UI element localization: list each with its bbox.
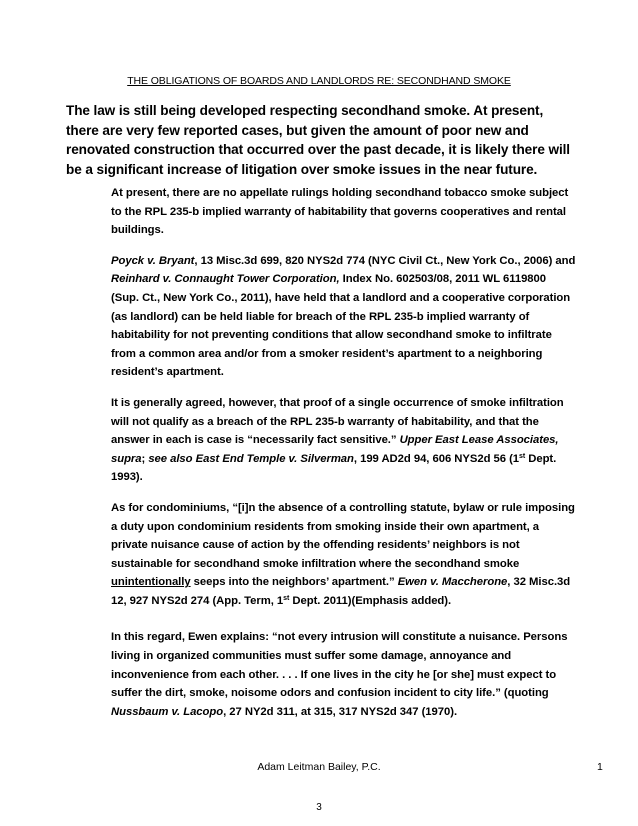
quote-text: As for condominiums, “[i]n the absence of a controlling statute, bylaw or rule imposing a duty upon condominium residents from smoking inside their own apartment, a private nuisance cause of action by the offending residents’ neighbors is not sustainable for secondhand smoke infiltration where the secondhand smoke — [111, 501, 575, 570]
page-number: 3 — [316, 802, 322, 813]
citation-text: , 13 Misc.3d 699, 820 NYS2d 774 (NYC Civil Ct., New York Co., 2006) and — [194, 254, 576, 267]
paragraph-ewen-explains — [111, 628, 576, 721]
quote-text: seeps into the neighbors’ apartment.” — [190, 576, 398, 589]
case-name-east-end-temple: see also East End Temple v. Silverman — [148, 452, 354, 465]
case-name-reinhard: Reinhard v. Connaught Tower Corporation, — [111, 273, 340, 286]
citation-text: , 27 NY2d 311, at 315, 317 NYS2d 347 (1970). — [223, 705, 458, 718]
paragraph-poyck-reinhard — [111, 252, 576, 382]
separator-text: ; — [141, 452, 149, 465]
case-name-upper-east: Upper East Lease Associates, supra — [111, 434, 559, 465]
quote-text: In this regard, Ewen explains: “not every intrusion will constitute a nuisance. Persons living in organized communities must suffer some damage, annoyance and inconvenience from each other. . . . If one lives in the city he [or she] must expect to suffer the dirt, smoke, noisome odors and confusion incident to city life.” (quoting — [111, 631, 568, 700]
footer-firm-name: Adam Leitman Bailey, P.C. — [257, 761, 381, 773]
emphasis-underlined: unintentionally — [111, 576, 191, 589]
body-text — [111, 184, 576, 733]
paragraph-text: It is generally agreed, however, that proof of a single occurrence of smoke infiltration will not qualify as a breach of the RPL 235-b warranty of habitability, and that the answer in each is case is “necessarily fact sensitive.” — [111, 396, 564, 447]
citation-text: , 199 AD2d 94, 606 NYS2d 56 (1 — [353, 452, 520, 465]
citation-text: Dept. 1993). — [111, 452, 557, 484]
ordinal-superscript: st — [283, 594, 290, 602]
case-name-ewen: Ewen v. Maccherone — [397, 576, 508, 589]
paragraph-appellate-rulings: At present, there are no appellate rulings holding secondhand tobacco smoke subject to the RPL 235-b implied warranty of habitability that governs cooperatives and rental buildings. — [111, 187, 569, 237]
case-name-nussbaum: Nussbaum v. Lacopo — [111, 705, 224, 718]
paragraph-single-occurrence — [111, 394, 576, 487]
paragraph-condominiums — [111, 499, 576, 611]
citation-text: Dept. 2011)(Emphasis added). — [289, 594, 452, 607]
intro-paragraph: The law is still being developed respecting secondhand smoke. At present, there are very few reported cases, but given the amount of poor new and renovated construction that occurred over the past decade, it is likely there will be a significant increase of litigation over smoke issues in the near future. — [66, 103, 570, 177]
footer-number: 1 — [597, 761, 603, 773]
case-name-poyck: Poyck v. Bryant — [111, 254, 195, 267]
ordinal-superscript: st — [519, 452, 526, 460]
document-title: THE OBLIGATIONS OF BOARDS AND LANDLORDS RE: SECONDHAND SMOKE — [127, 75, 511, 87]
holding-text: Index No. 602503/08, 2011 WL 6119800 (Sup. Ct., New York Co., 2011), have held that a landlord and a cooperative corporation (as landlord) can be held liable for breach of the RPL 235-b implied warranty of habitability for not preventing conditions that allow secondhand smoke to infiltrate from a common area and/or from a smoker resident’s apartment to a neighboring resident’s apartment. — [111, 273, 571, 379]
citation-text: , 32 Misc.3d 12, 927 NYS2d 274 (App. Term, 1 — [111, 576, 571, 607]
